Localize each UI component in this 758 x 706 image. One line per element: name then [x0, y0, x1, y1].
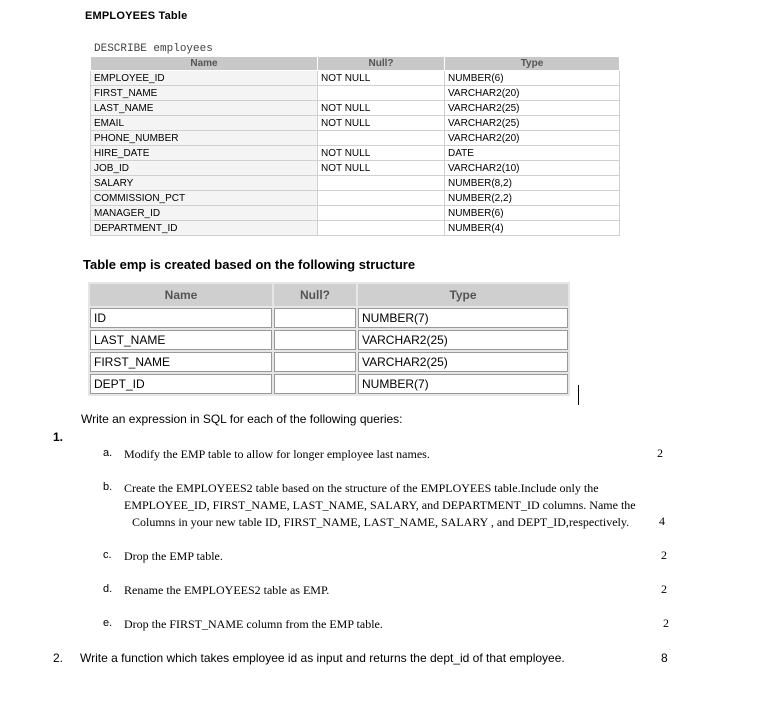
null-cell	[274, 330, 356, 350]
subq-b-line2: EMPLOYEE_ID, FIRST_NAME, LAST_NAME, SALARY, and DEPARTMENT_ID columns. Name the	[124, 498, 636, 512]
null-cell: NOT NULL	[318, 71, 445, 86]
emp-structure-table	[88, 282, 570, 396]
table-row	[91, 71, 620, 86]
question-2-marks: 8	[661, 651, 668, 665]
null-cell	[318, 176, 445, 191]
null-cell	[274, 352, 356, 372]
subq-a-letter: a.	[103, 447, 113, 459]
table-row	[90, 330, 568, 350]
type-cell: VARCHAR2(10)	[445, 161, 620, 176]
null-cell	[318, 206, 445, 221]
subq-a-text: Modify the EMP table to allow for longer employee last names.	[124, 447, 430, 461]
null-cell: NOT NULL	[318, 161, 445, 176]
table-row	[91, 161, 620, 176]
table-row	[91, 221, 620, 236]
type-cell: NUMBER(8,2)	[445, 176, 620, 191]
subq-c-letter: c.	[103, 549, 112, 561]
name-cell: COMMISSION_PCT	[91, 191, 318, 206]
table2-header-null: Null?	[274, 284, 356, 306]
null-cell: NOT NULL	[318, 146, 445, 161]
name-cell: EMAIL	[91, 116, 318, 131]
type-cell: VARCHAR2(25)	[445, 101, 620, 116]
null-cell	[318, 131, 445, 146]
subq-b-line3: Columns in your new table ID, FIRST_NAME, LAST_NAME, SALARY , and DEPT_ID,respectively.	[132, 515, 630, 529]
subq-c-text: Drop the EMP table.	[124, 549, 223, 563]
subq-b-line1: Create the EMPLOYEES2 table based on the structure of the EMPLOYEES table.Include only the	[124, 481, 599, 495]
subq-e-text: Drop the FIRST_NAME column from the EMP table.	[124, 617, 383, 631]
name-cell: ID	[90, 308, 272, 328]
null-cell: NOT NULL	[318, 116, 445, 131]
table2-header-type: Type	[358, 284, 568, 306]
table1-header-name: Name	[91, 57, 318, 71]
table-row	[91, 86, 620, 101]
subq-e-letter: e.	[103, 617, 113, 629]
table2-header-name: Name	[90, 284, 272, 306]
table1-header-type: Type	[445, 57, 620, 71]
type-cell: NUMBER(7)	[358, 308, 568, 328]
name-cell: EMPLOYEE_ID	[91, 71, 318, 86]
subq-a-marks: 2	[657, 446, 663, 460]
table-row	[91, 191, 620, 206]
null-cell	[318, 221, 445, 236]
question-2-number: 2.	[53, 651, 64, 665]
name-cell: LAST_NAME	[90, 330, 272, 350]
null-cell: NOT NULL	[318, 101, 445, 116]
name-cell: LAST_NAME	[91, 101, 318, 116]
table-row	[91, 206, 620, 221]
subq-c-marks: 2	[661, 548, 667, 562]
subq-d-marks: 2	[661, 582, 667, 596]
table1-header-null: Null?	[318, 57, 445, 71]
null-cell	[274, 308, 356, 328]
instructions: Write an expression in SQL for each of the following queries:	[81, 412, 403, 426]
question-1-number: 1.	[53, 430, 64, 444]
subq-d-letter: d.	[103, 583, 113, 595]
table-row	[90, 374, 568, 394]
table-row	[90, 308, 568, 328]
table-row	[91, 131, 620, 146]
subq-b-marks: 4	[659, 514, 665, 528]
name-cell: FIRST_NAME	[90, 352, 272, 372]
subq-d-text: Rename the EMPLOYEES2 table as EMP.	[124, 583, 330, 597]
subq-e-marks: 2	[663, 616, 669, 630]
name-cell: JOB_ID	[91, 161, 318, 176]
type-cell: VARCHAR2(20)	[445, 86, 620, 101]
type-cell: NUMBER(6)	[445, 206, 620, 221]
type-cell: VARCHAR2(25)	[358, 352, 568, 372]
null-cell	[318, 86, 445, 101]
name-cell: DEPARTMENT_ID	[91, 221, 318, 236]
type-cell: VARCHAR2(25)	[445, 116, 620, 131]
table-row	[91, 101, 620, 116]
null-cell	[318, 191, 445, 206]
name-cell: DEPT_ID	[90, 374, 272, 394]
table-row	[91, 176, 620, 191]
employees-table-title: EMPLOYEES Table	[85, 10, 188, 22]
name-cell: PHONE_NUMBER	[91, 131, 318, 146]
name-cell: HIRE_DATE	[91, 146, 318, 161]
text-cursor	[578, 385, 579, 405]
describe-command: DESCRIBE employees	[94, 43, 213, 55]
emp-structure-heading: Table emp is created based on the following structure	[83, 257, 416, 272]
table-row	[90, 352, 568, 372]
type-cell: NUMBER(7)	[358, 374, 568, 394]
type-cell: VARCHAR2(20)	[445, 131, 620, 146]
type-cell: VARCHAR2(25)	[358, 330, 568, 350]
subq-b-letter: b.	[103, 481, 113, 493]
question-2-text: Write a function which takes employee id as input and returns the dept_id of that employee.	[80, 651, 565, 665]
employees-describe-table	[90, 56, 620, 236]
name-cell: SALARY	[91, 176, 318, 191]
table-row	[91, 116, 620, 131]
type-cell: DATE	[445, 146, 620, 161]
name-cell: FIRST_NAME	[91, 86, 318, 101]
type-cell: NUMBER(6)	[445, 71, 620, 86]
type-cell: NUMBER(4)	[445, 221, 620, 236]
type-cell: NUMBER(2,2)	[445, 191, 620, 206]
null-cell	[274, 374, 356, 394]
name-cell: MANAGER_ID	[91, 206, 318, 221]
table-row	[91, 146, 620, 161]
